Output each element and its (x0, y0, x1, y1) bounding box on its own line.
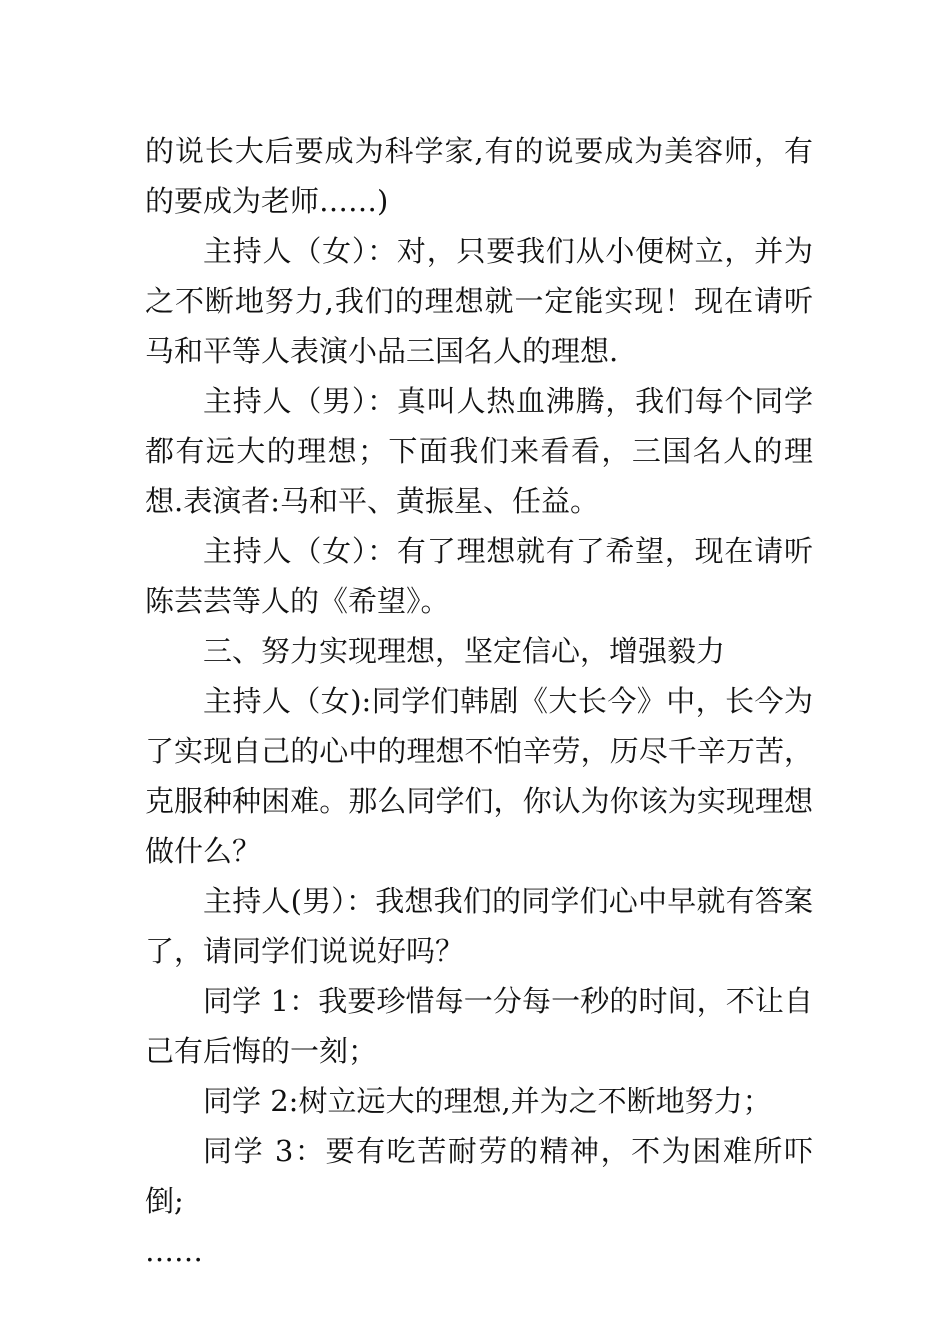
paragraph-host-female-3: 主持人（女):同学们韩剧《大长今》中，长今为了实现自己的心中的理想不怕辛劳，历尽千辛万苦，克服种种困难。那么同学们，你认为你该为实现理想做什么？ (145, 684, 813, 868)
paragraph-student-1: 同学 1：我要珍惜每一分每一秒的时间，不让自己有后悔的一刻； (145, 984, 813, 1068)
paragraph-student-2: 同学 2:树立远大的理想,并为之不断地努力； (203, 1084, 772, 1118)
ellipsis-line: …… (145, 1234, 203, 1268)
paragraph-student-3: 同学 3：要有吃苦耐劳的精神，不为困难所吓倒; (145, 1134, 813, 1218)
paragraph-host-female-1: 主持人（女）：对，只要我们从小便树立，并为之不断地努力,我们的理想就一定能实现！现在请听马和平等人表演小品三国名人的理想. (145, 234, 813, 368)
section-heading: 三、努力实现理想，坚定信心，增强毅力 (203, 634, 726, 668)
paragraph-host-male-2: 主持人(男）：我想我们的同学们心中早就有答案了，请同学们说说好吗？ (145, 884, 813, 968)
paragraph-continuation: 的说长大后要成为科学家,有的说要成为美容师，有的要成为老师……) (145, 134, 813, 218)
paragraph-host-male-1: 主持人（男）：真叫人热血沸腾，我们每个同学都有远大的理想；下面我们来看看，三国名人的理想.表演者:马和平、黄振星、任益。 (145, 384, 813, 518)
paragraph-host-female-2: 主持人（女）：有了理想就有了希望，现在请听陈芸芸等人的《希望》。 (145, 534, 813, 618)
document-body (145, 126, 813, 1276)
